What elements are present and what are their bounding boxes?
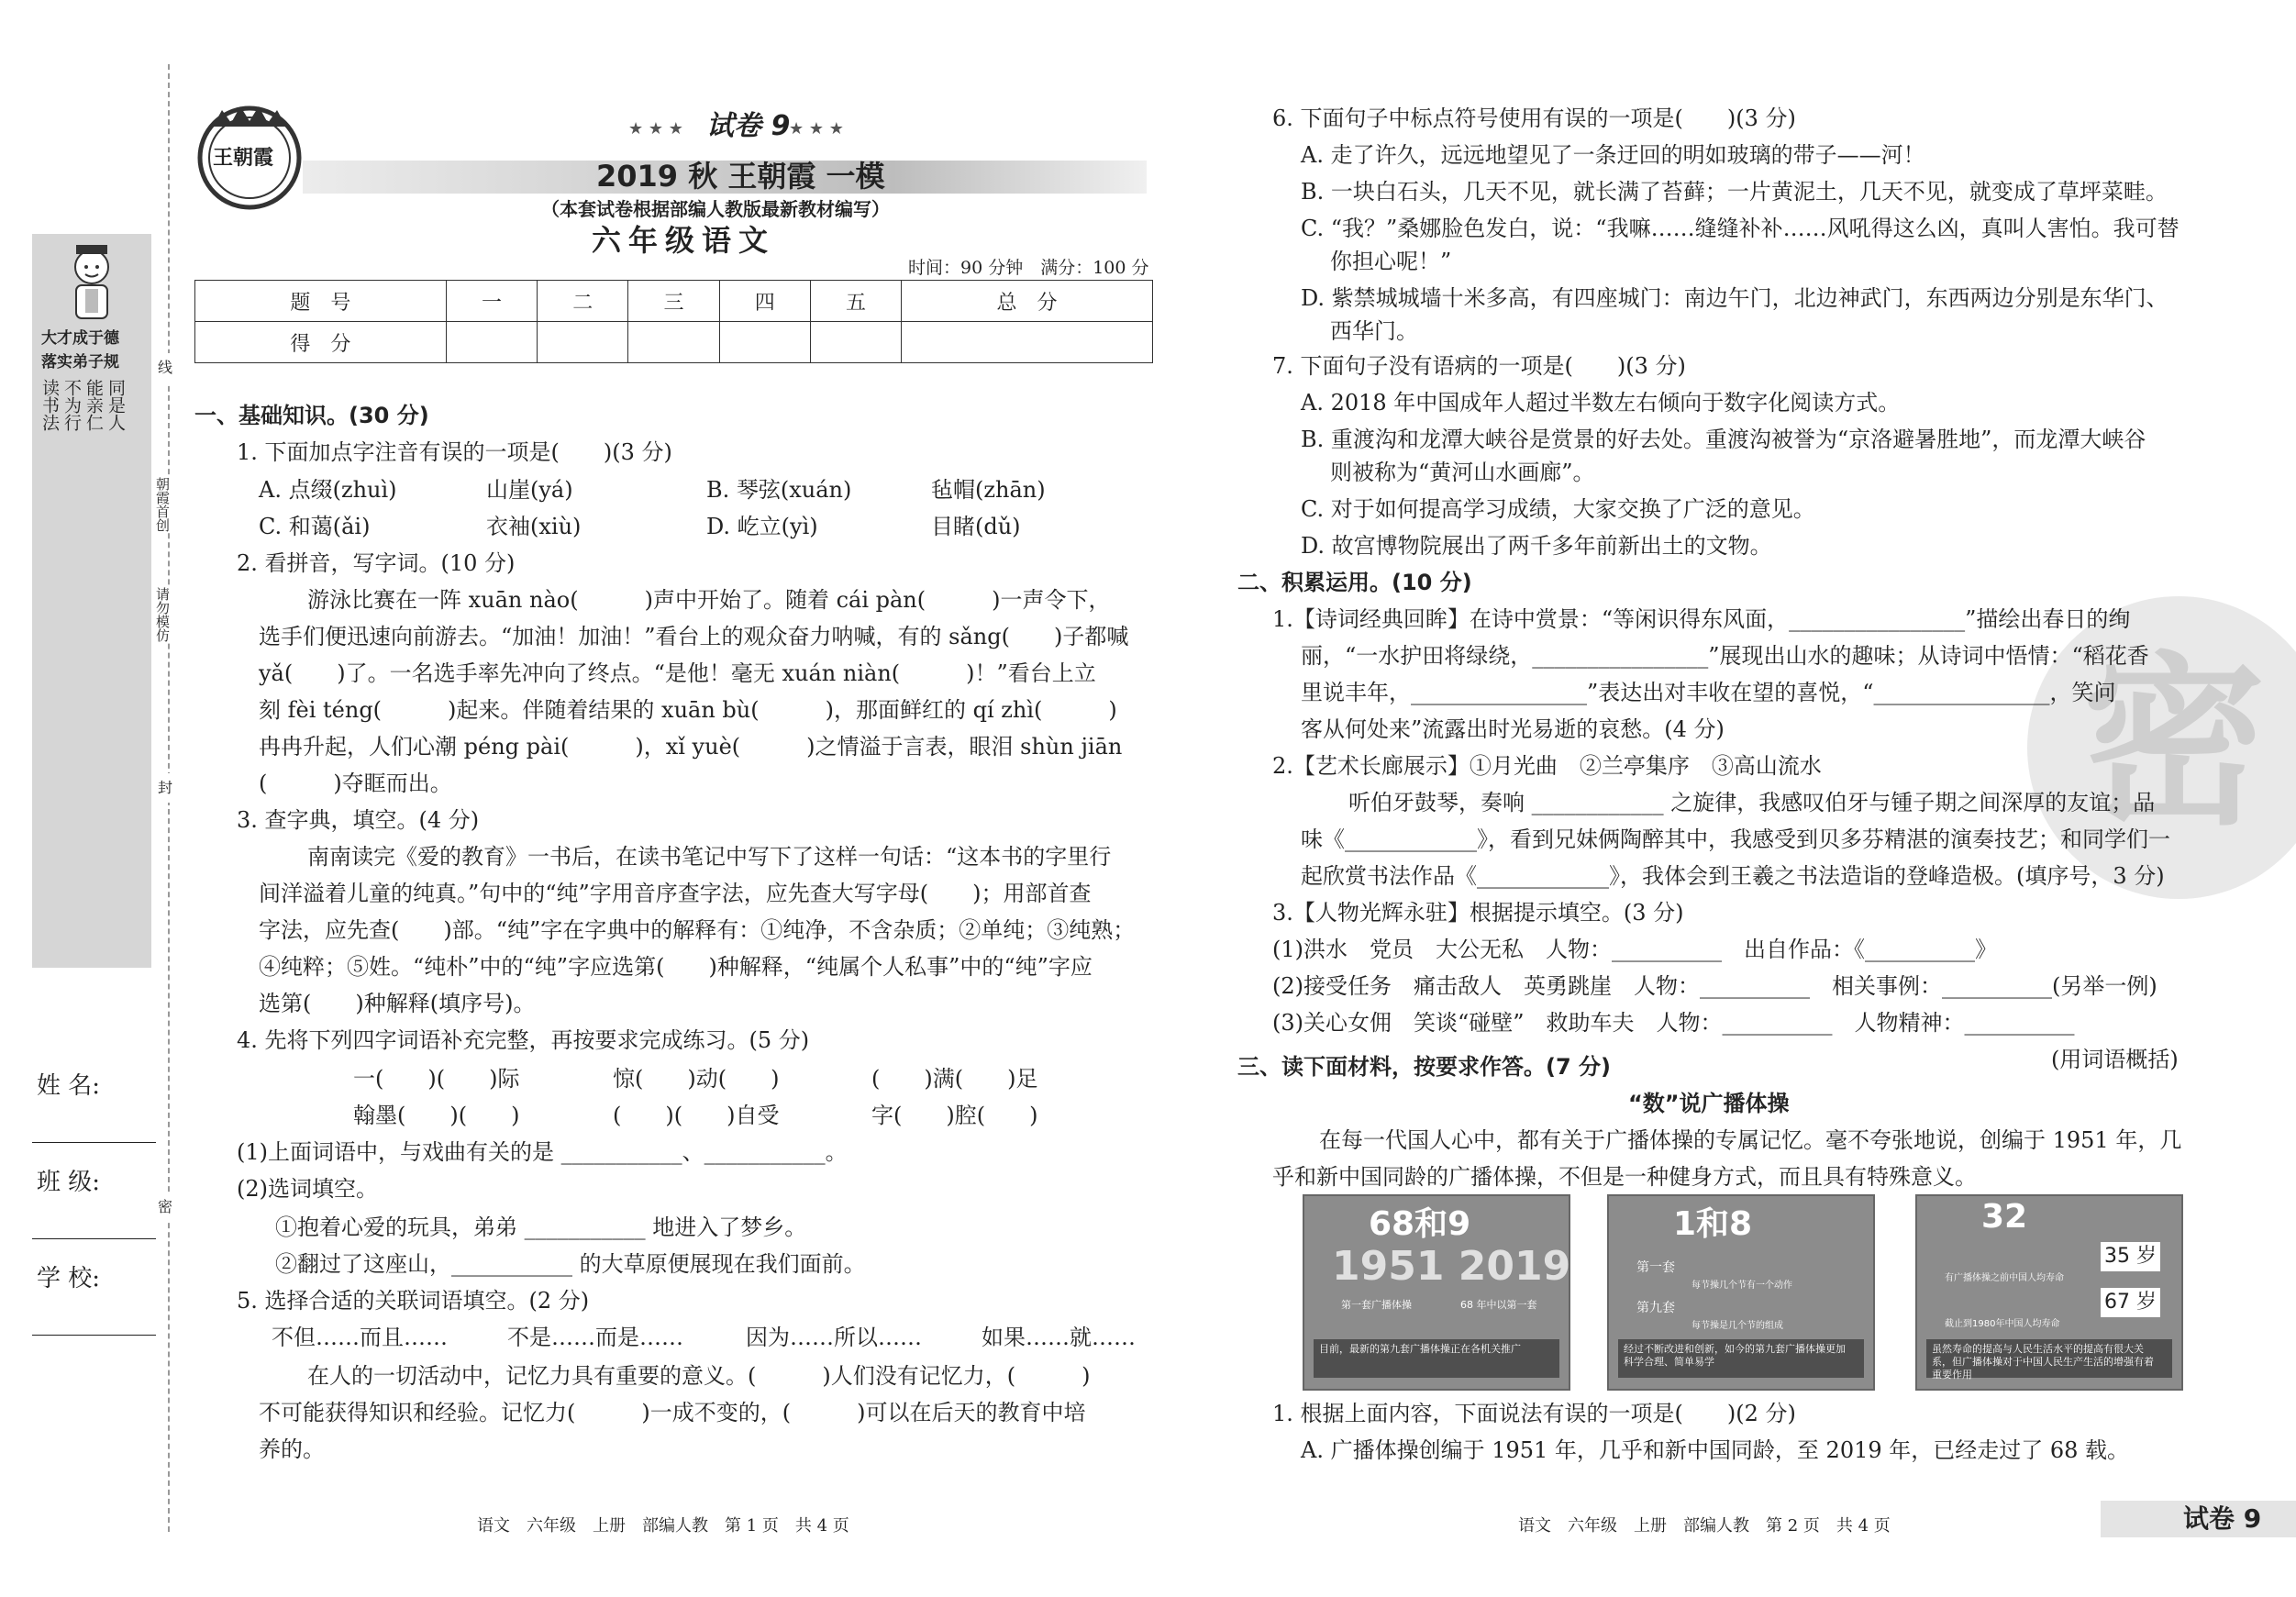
q1-option: C. 和蔼(ǎi) <box>259 514 371 539</box>
exam-subtitle: （本套试卷根据部编人教版最新教材编写） <box>541 198 890 220</box>
sidebar-strip <box>32 234 151 968</box>
score-row-label: 得 分 <box>195 322 447 363</box>
q2-line: 选手们便迅速向前游去。“加油！加油！”看台上的观众奋力呐喊，有的 sǎng( )子都喊 <box>259 624 1129 649</box>
question-7: 7. 下面句子没有语病的一项是( )(3 分) <box>1272 353 1686 379</box>
q6-line: 你担心呢！” <box>1330 249 1452 274</box>
q4-word: 翰墨( )( ) <box>353 1103 520 1128</box>
footer-right: 语文 六年级 上册 部编人教 第 2 页 共 4 页 <box>1518 1516 1891 1536</box>
panel-note: 第一套广播体操 <box>1341 1299 1412 1311</box>
footer-left: 语文 六年级 上册 部编人教 第 1 页 共 4 页 <box>477 1516 849 1536</box>
paper-number: 试卷 9 <box>706 110 791 142</box>
panel-note: 每节操几个节有一个动作 <box>1691 1281 1792 1291</box>
infographic-panel-2 <box>1607 1194 1875 1391</box>
poem-line: 能亲仁 <box>83 379 104 431</box>
q5-line: 在人的一切活动中，记忆力具有重要的意义。( )人们没有记忆力，( ) <box>307 1363 1091 1389</box>
s2-q1-line: 1.【诗词经典回眸】在诗中赏景：“等闲识得东风面，________________”描绘出春日的绚 <box>1272 606 2131 632</box>
margin-label-original: 朝霞首创 <box>154 477 171 532</box>
score-table-header-row <box>195 281 1153 322</box>
s2-q1-line: 里说丰年，________________”表达出对丰收在望的喜悦，“________________，笑问 <box>1301 680 2116 705</box>
panel-age: 35 岁 <box>2101 1242 2160 1271</box>
q1-option: 山崖(yá) <box>486 477 573 503</box>
panel-headline: 1和8 <box>1673 1205 1753 1243</box>
question-4: 4. 先将下列四字词语补充完整，再按要求完成练习。(5 分) <box>237 1027 810 1053</box>
s2-q1-line: 丽，“一水护田将绿绕，________________”展现出山水的趣味；从诗词中悟情：“稻花香 <box>1301 643 2149 669</box>
margin-label-no-copy: 请勿模仿 <box>154 587 171 642</box>
s3-question-1: 1. 根据上面内容，下面说法有误的一项是( )(2 分) <box>1272 1401 1796 1426</box>
question-6: 6. 下面句子中标点符号使用有误的一项是( )(3 分) <box>1272 105 1796 131</box>
stamp-glyph: 密 <box>2082 635 2267 850</box>
score-table <box>194 280 1153 363</box>
footer-tag: 试卷 9 <box>2183 1503 2262 1534</box>
panel-caption-bar <box>1926 1339 2172 1381</box>
q4-word: ( )( )自受 <box>613 1103 780 1128</box>
panel-headline: 68和9 <box>1369 1205 1471 1243</box>
q3-line: 字法，应先查( )部。“纯”字在字典中的解释有：①纯净，不含杂质；②单纯；③纯熟； <box>259 917 1136 943</box>
poem-line: 不为行 <box>61 379 82 431</box>
q1-option: A. 点缀(zhuì) <box>259 477 397 503</box>
q7-line: 则被称为“黄河山水画廊”。 <box>1330 460 1595 485</box>
s2-q3-line: (3)关心女佣 笑谈“碰壁” 救助车夫 人物：__________ 人物精神：__________ <box>1272 1010 2075 1036</box>
q4-sub2a: ①抱着心爱的玩具，弟弟 ___________ 地进入了梦乡。 <box>275 1214 807 1240</box>
panel-headline: 32 <box>1981 1198 2028 1236</box>
s2-q2-line: 听伯牙鼓琴，奏响 ____________ 之旋律，我感叹伯牙与锺子期之间深厚的友谊；品 <box>1348 790 2156 815</box>
score-cell[interactable] <box>446 322 537 363</box>
panel-years: 1951 2019 <box>1332 1243 1571 1290</box>
brand-logo <box>194 103 305 213</box>
class-label: 班 级: <box>37 1169 101 1196</box>
q1-option: D. 屹立(yì) <box>706 514 818 539</box>
q2-line: 刻 fèi téng( )起来。伴随着结果的 xuān bù( )，那面鲜红的 qí zhì( ) <box>259 697 1117 723</box>
infographic-panel-3 <box>1915 1194 2183 1391</box>
margin-label-secret: 密 <box>158 1192 172 1222</box>
question-2: 2. 看拼音，写字词。(10 分) <box>237 550 516 576</box>
q3-line: 间洋溢着儿童的纯真。”句中的“纯”字用音序查字法，应先查大写字母( )；用部首查 <box>259 881 1092 906</box>
q6-line: 西华门。 <box>1330 318 1418 344</box>
q6-line: C. “我？”桑娜脸色发白，说：“我嘛……缝缝补补……风吼得这么凶，真叫人害怕。我可替 <box>1301 216 2180 241</box>
q5-line: 不可能获得知识和经验。记忆力( )一成不变的，( )可以在后天的教育中培 <box>259 1400 1086 1425</box>
q3-line: 选第( )种解释(填序号)。 <box>259 991 536 1016</box>
panel-row-label: 第一套 <box>1636 1260 1675 1275</box>
question-1: 1. 下面加点字注音有误的一项是( )(3 分) <box>237 439 672 465</box>
logo-text: 王朝霞 <box>213 146 274 170</box>
s2-q2-line: 味《____________》，看到兄妹俩陶醉其中，我感受到贝多芬精湛的演奏技艺；和同学们一 <box>1301 826 2170 852</box>
school-field[interactable] <box>32 1335 156 1336</box>
q3-line: ④纯粹；⑤姓。“纯朴”中的“纯”字应选第( )种解释，“纯属个人私事”中的“纯”字应 <box>259 954 1093 980</box>
q4-sub2: (2)选词填空。 <box>237 1176 378 1202</box>
q6-line: B. 一块白石头，几天不见，就长满了苔藓；一片黄泥土，几天不见，就变成了草坪菜畦。 <box>1301 179 2168 205</box>
score-cell[interactable] <box>719 322 810 363</box>
article-title: “数”说广播体操 <box>1628 1091 1790 1116</box>
panel-caption: 虽然寿命的提高与人民生活水平的提高有很大关系，但广播体操对于中国人民生产生活的增强有着重要作用 <box>1932 1343 2154 1381</box>
q1-option: B. 琴弦(xuán) <box>706 477 852 503</box>
section-3-title: 三、读下面材料，按要求作答。(7 分) <box>1237 1054 1611 1080</box>
score-cell[interactable] <box>538 322 628 363</box>
q1-option: 目睹(dǔ) <box>931 514 1021 539</box>
motto-1: 大才成于德 <box>41 329 119 348</box>
time-info: 时间：90 分钟 满分：100 分 <box>908 258 1149 278</box>
score-header-cell: 五 <box>810 281 901 322</box>
margin-label-line: 线 <box>158 353 172 383</box>
q5-option: 因为……所以…… <box>746 1325 922 1350</box>
margin-label-seal: 封 <box>158 773 172 803</box>
q5-option: 如果……就…… <box>982 1325 1136 1350</box>
q3-line: 南南读完《爱的教育》一书后，在读书笔记中写下了这样一句话：“这本书的字里行 <box>307 844 1112 870</box>
article-para: 乎和新中国同龄的广播体操，不但是一种健身方式，而且具有特殊意义。 <box>1272 1164 1977 1190</box>
panel-caption-bar <box>1314 1339 1559 1378</box>
q7-line: B. 重渡沟和龙潭大峡谷是赏景的好去处。重渡沟被誉为“京洛避暑胜地”，而龙潭大峡谷 <box>1301 427 2146 452</box>
panel-note: 68 年中以第一套 <box>1460 1299 1537 1311</box>
motto-2: 落实弟子规 <box>41 353 119 372</box>
score-cell[interactable] <box>902 322 1153 363</box>
q1-option: 毡帽(zhān) <box>931 477 1046 503</box>
score-header-cell: 一 <box>446 281 537 322</box>
star-right: ★ ★ ★ <box>789 119 844 139</box>
score-cell[interactable] <box>628 322 719 363</box>
q2-line: yǎ( )了。一名选手率先冲向了终点。“是他！毫无 xuán niàn( )！”看台上立 <box>259 660 1096 686</box>
s2-q3-line: 3.【人物光辉永驻】根据提示填空。(3 分) <box>1272 900 1684 926</box>
motto-poem <box>38 379 148 948</box>
q5-option: 不是……而是…… <box>507 1325 683 1350</box>
score-header-cell: 题 号 <box>195 281 447 322</box>
mascot-image <box>58 241 126 324</box>
name-field[interactable] <box>32 1142 156 1143</box>
score-header-cell: 二 <box>538 281 628 322</box>
s2-q3-line: (用词语概括) <box>2051 1047 2179 1072</box>
q4-sub1: (1)上面词语中，与戏曲有关的是 ___________、___________。 <box>237 1139 848 1165</box>
subject-title: 六年级语文 <box>592 223 776 258</box>
q4-word: 字( )腔( ) <box>871 1103 1038 1128</box>
panel-note: 截止到1980年中国人均寿命 <box>1945 1319 2060 1329</box>
class-field[interactable] <box>32 1238 156 1239</box>
q7-line: C. 对于如何提高学习成绩，大家交换了广泛的意见。 <box>1301 496 1815 522</box>
q5-line: 养的。 <box>259 1436 325 1462</box>
q7-line: D. 故宫博物院展出了两千多年前新出土的文物。 <box>1301 533 1772 559</box>
q2-line: 冉冉升起，人们心潮 péng pài( )，xǐ yuè( )之情溢于言表，眼泪 shùn jiān <box>259 734 1123 760</box>
panel-note: 每节操是几个节的组成 <box>1691 1321 1783 1331</box>
s2-q3-line: (2)接受任务 痛击敌人 英勇跳崖 人物：__________ 相关事例：__________(另举一例) <box>1272 973 2157 999</box>
q1-option: 衣袖(xiù) <box>486 514 582 539</box>
panel-caption: 目前，最新的第九套广播体操正在各机关推广 <box>1319 1343 1521 1355</box>
section-2-title: 二、积累运用。(10 分) <box>1237 570 1472 595</box>
s2-q1-line: 客从何处来”流露出时光易逝的哀愁。(4 分) <box>1301 716 1725 742</box>
poem-line: 读书法 <box>39 379 60 431</box>
score-table-score-row <box>195 322 1153 363</box>
school-label: 学 校: <box>37 1265 101 1292</box>
panel-row-label: 第九套 <box>1636 1301 1675 1315</box>
panel-caption: 经过不断改进和创新，如今的第九套广播体操更加科学合理、简单易学 <box>1624 1343 1846 1368</box>
q6-line: D. 紫禁城城墙十米多高，有四座城门：南边午门，北边神武门，东西两边分别是东华门、 <box>1301 285 2168 311</box>
question-3: 3. 查字典，填空。(4 分) <box>237 807 480 833</box>
s2-q3-line: (1)洪水 党员 大公无私 人物：__________ 出自作品：《__________》 <box>1272 937 1997 962</box>
s2-q2-line: 起欣赏书法作品《____________》，我体会到王羲之书法造诣的登峰造极。(填序号，3 分) <box>1301 863 2165 889</box>
name-label: 姓 名: <box>37 1072 101 1100</box>
q4-word: 惊( )动( ) <box>613 1066 780 1092</box>
star-left: ★ ★ ★ <box>628 119 683 139</box>
s2-q2-line: 2.【艺术长廊展示】①月光曲 ②兰亭集序 ③高山流水 <box>1272 753 1822 779</box>
score-header-cell: 三 <box>628 281 719 322</box>
question-5: 5. 选择合适的关联词语填空。(2 分) <box>237 1288 590 1314</box>
panel-note: 有广播体操之前中国人均寿命 <box>1945 1273 2064 1283</box>
article-para: 在每一代国人心中，都有关于广播体操的专属记忆。毫不夸张地说，创编于 1951 年，几 <box>1319 1127 2182 1153</box>
panel-age: 67 岁 <box>2101 1288 2160 1317</box>
score-header-cell: 总 分 <box>902 281 1153 322</box>
q4-word: 一( )( )际 <box>353 1066 520 1092</box>
exam-title: 2019 秋 王朝霞 一模 <box>596 159 885 194</box>
poem-line: 同是人 <box>105 379 126 431</box>
score-header-cell: 四 <box>719 281 810 322</box>
q5-option: 不但……而且…… <box>272 1325 448 1350</box>
panel-caption-bar <box>1618 1339 1864 1378</box>
q6-line: A. 走了许久，远远地望见了一条迂回的明如玻璃的带子——河！ <box>1301 142 1925 168</box>
s3-q1-option-a: A. 广播体操创编于 1951 年，几乎和新中国同龄，至 2019 年，已经走过了 68 载。 <box>1301 1437 2130 1463</box>
score-cell[interactable] <box>810 322 901 363</box>
q4-sub2b: ②翻过了这座山，___________ 的大草原便展现在我们面前。 <box>275 1251 866 1277</box>
q2-line: ( )夺眶而出。 <box>259 771 452 796</box>
section-1-title: 一、基础知识。(30 分) <box>194 403 429 428</box>
infographic-panel-1 <box>1303 1194 1570 1391</box>
q7-line: A. 2018 年中国成年人超过半数左右倾向于数字化阅读方式。 <box>1301 390 1901 416</box>
q2-line: 游泳比赛在一阵 xuān nào( )声中开始了。随着 cái pàn( )一声令下， <box>307 587 1111 613</box>
q4-word: ( )满( )足 <box>871 1066 1038 1092</box>
